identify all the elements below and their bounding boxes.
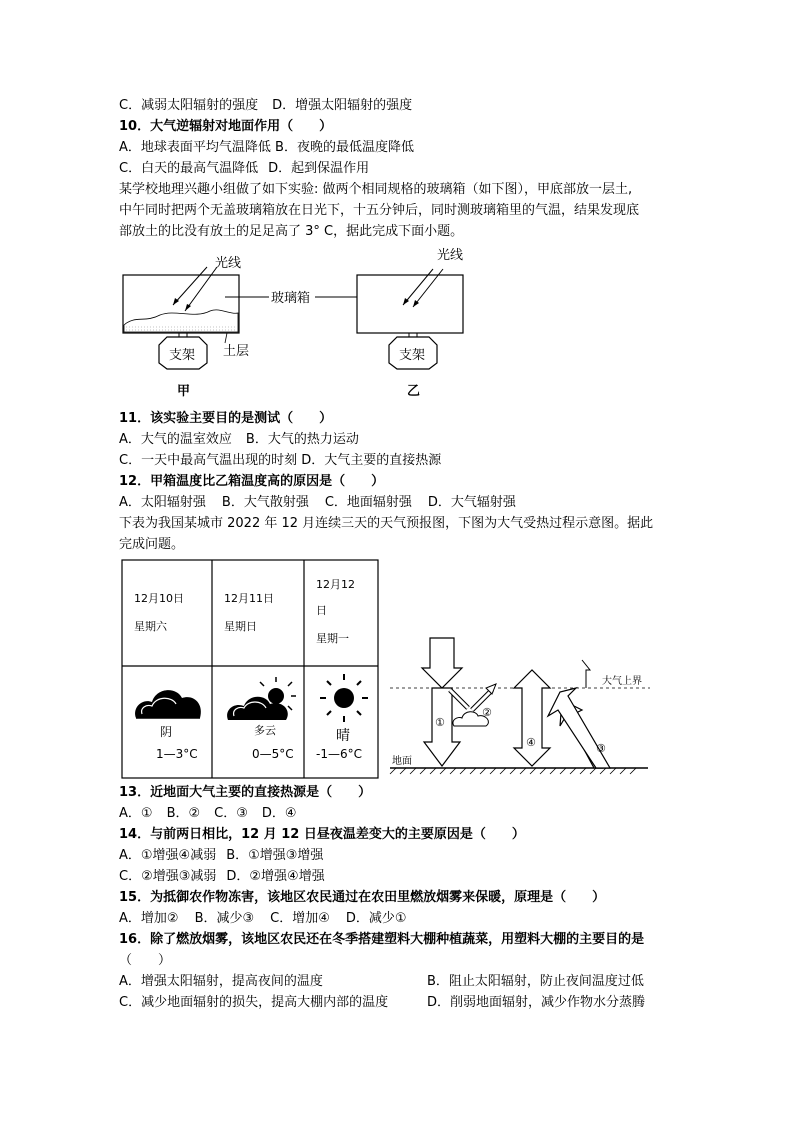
q16-option-a: A．增强太阳辐射，提高夜间的温度 — [119, 974, 323, 989]
q9-option-c: C．减弱太阳辐射的强度 — [119, 98, 259, 113]
intro1-line3: 部放土的比没有放土的足足高了 3° C，据此完成下面小题。 — [119, 224, 464, 239]
box-b-label: 乙 — [407, 384, 421, 399]
q14-option-d: D．②增强④增强 — [226, 869, 325, 884]
q13-options — [119, 805, 297, 823]
q10-stem: 10．大气逆辐射对地面作用（ ） — [119, 119, 333, 134]
stand-label-b: 支架 — [399, 348, 426, 363]
q11-stem: 11．该实验主要目的是测试（ ） — [119, 411, 333, 426]
day2-weather: 多云 — [254, 724, 276, 737]
day3-date-line1: 12月12 — [316, 578, 355, 591]
q10-options-cd — [119, 160, 369, 178]
q14-option-c: C．②增强③减弱 — [119, 869, 217, 884]
q10-options-ab — [119, 139, 414, 157]
box-a-label: 甲 — [177, 384, 191, 399]
light-ray-a1 — [173, 267, 207, 305]
light-label-a: 光线 — [215, 256, 242, 271]
cloudy-sun-icon — [227, 677, 296, 720]
q16-stem-line2: （ ） — [119, 953, 172, 968]
q13-option-c: C．③ — [214, 806, 248, 821]
day2-date: 12月11日 — [224, 592, 274, 605]
q14-option-a: A．①增强④减弱 — [119, 848, 217, 863]
day1-weekday: 星期六 — [134, 620, 167, 633]
sun-icon — [320, 674, 368, 722]
marker-1: ① — [435, 716, 445, 729]
q11-options-cd — [119, 452, 441, 470]
q15-option-b: B．减少③ — [194, 911, 255, 926]
q16-options-ab — [119, 973, 644, 991]
q9-options — [119, 97, 412, 115]
ground-radiation-arrow-3 — [548, 688, 610, 768]
stand-label-a: 支架 — [169, 348, 196, 363]
q10-option-d: D．起到保温作用 — [268, 161, 370, 176]
q15-stem: 15．为抵御农作物冻害，该地区农民通过在农田里燃放烟雾来保暖，原理是（ ） — [119, 890, 606, 905]
q13-option-d: D．④ — [261, 806, 297, 821]
weather-forecast-table — [120, 558, 382, 782]
intro1-line1: 某学校地理兴趣小组做了如下实验: 做两个相同规格的玻璃箱（如下图），甲底部放一层土, — [119, 182, 633, 197]
q13-stem: 13．近地面大气主要的直接热源是（ ） — [119, 785, 372, 800]
day1-date: 12月10日 — [134, 592, 184, 605]
q12-option-a: A．太阳辐射强 — [119, 495, 206, 510]
q16-option-c: C．减少地面辐射的损失，提高大棚内部的温度 — [119, 995, 389, 1010]
day2-temp: 0—5°C — [252, 747, 294, 761]
marker-3: ③ — [596, 742, 606, 755]
marker-2: ② — [482, 706, 492, 719]
q10-option-c: C．白天的最高气温降低 — [119, 161, 259, 176]
q11-option-a: A．大气的温室效应 — [119, 432, 232, 447]
q16-option-b: B．阻止太阳辐射，防止夜间温度过低 — [427, 974, 644, 989]
soil-layer — [124, 310, 238, 332]
day1-temp: 1—3°C — [156, 747, 198, 761]
experiment-figure — [115, 245, 475, 405]
day3-temp: -1—6°C — [316, 747, 362, 761]
q14-options-ab — [119, 847, 323, 865]
q12-option-c: C．地面辐射强 — [324, 495, 412, 510]
q10-option-b: B．夜晚的最低温度降低 — [275, 140, 414, 155]
day3-weather: 晴 — [336, 728, 350, 744]
q9-option-d: D．增强太阳辐射的强度 — [272, 98, 413, 113]
q15-options — [119, 910, 407, 928]
day3-date-line2: 日 — [316, 604, 327, 617]
soil-label: 土层 — [223, 344, 250, 359]
day3-weekday: 星期一 — [316, 632, 349, 645]
glass-box-label: 玻璃箱 — [271, 291, 311, 306]
day1-weather: 阴 — [160, 725, 173, 739]
q14-option-b: B．①增强③增强 — [226, 848, 324, 863]
q11-options-ab — [119, 431, 359, 449]
intro1-line2: 中午同时把两个无盖玻璃箱放在日光下，十五分钟后，同时测玻璃箱里的气温，结果发现底 — [119, 203, 640, 218]
q16-option-d: D．削弱地面辐射，减少作物水分蒸腾 — [427, 995, 646, 1010]
solar-radiation-arrow-top — [422, 638, 462, 688]
q11-option-c: C．一天中最高气温出现的时刻 — [119, 453, 298, 468]
q16-stem-line1: 16．除了燃放烟雾，该地区农民还在冬季搭建塑料大棚种植蔬菜，用塑料大棚的主要目的是 — [119, 932, 645, 947]
light-label-b: 光线 — [437, 248, 464, 263]
q13-option-a: A．① — [119, 806, 153, 821]
q15-option-d: D．减少① — [345, 911, 407, 926]
q14-stem: 14．与前两日相比，12 月 12 日昼夜温差变大的主要原因是（ ） — [119, 827, 525, 842]
q15-option-c: C．增加④ — [270, 911, 330, 926]
q10-option-a: A．地球表面平均气温降低 — [119, 140, 271, 155]
q12-options — [119, 494, 516, 512]
q14-options-cd — [119, 868, 325, 886]
day2-weekday: 星期日 — [224, 620, 257, 633]
atmosphere-top-label: 大气上界 — [602, 676, 642, 687]
q11-option-d: D．大气主要的直接热源 — [301, 453, 442, 468]
atmospheric-radiation-arrow-4 — [514, 670, 550, 766]
q11-option-b: B．大气的热力运动 — [245, 432, 359, 447]
atmospheric-heating-diagram — [388, 630, 658, 778]
glass-box-b — [357, 275, 463, 333]
q12-stem: 12．甲箱温度比乙箱温度高的原因是（ ） — [119, 474, 385, 489]
overcast-icon — [135, 690, 201, 718]
intro2-line1: 下表为我国某城市 2022 年 12 月连续三天的天气预报图，下图为大气受热过程示意图。据此 — [119, 516, 654, 531]
q13-option-b: B．② — [166, 806, 201, 821]
intro2-line2: 完成问题。 — [119, 537, 185, 552]
q15-option-a: A．增加② — [119, 911, 179, 926]
marker-4: ④ — [526, 736, 536, 749]
q12-option-d: D．大气辐射强 — [427, 495, 516, 510]
q12-option-b: B．大气散射强 — [221, 495, 309, 510]
q16-options-cd — [119, 994, 645, 1012]
ground-label: 地面 — [392, 756, 412, 767]
